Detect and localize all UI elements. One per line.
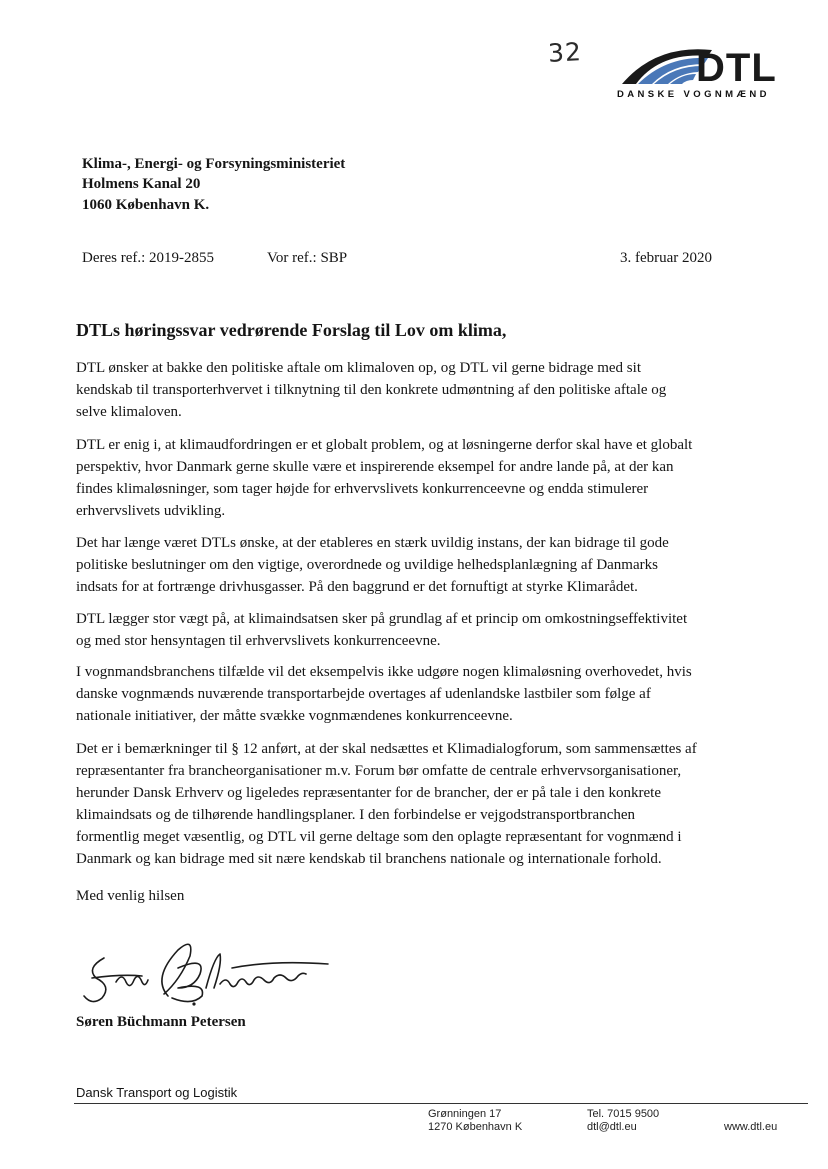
footer-website-link[interactable]: www.dtl.eu bbox=[724, 1121, 778, 1133]
footer-phone: Tel. 7015 9500 bbox=[587, 1108, 660, 1120]
paragraph-line: formentlig meget væsentlig, og DTL vil gerne deltage som den oplagte repræsentant for vognmænd i bbox=[76, 829, 682, 845]
paragraph-line: perspektiv, hvor Danmark gerne skulle være et inspirerende eksempel for andre lande på, at der kan bbox=[76, 459, 674, 475]
footer-address-line-1: Grønningen 17 bbox=[428, 1108, 502, 1120]
letter-subject: DTLs høringssvar vedrørende Forslag til Lov om klima, bbox=[76, 320, 507, 340]
paragraph-line: repræsentanter fra brancheorganisationer m.v. Forum bør omfatte de centrale erhvervsorganisationer, bbox=[76, 763, 682, 779]
paragraph-line: DTL ønsker at bakke den politiske aftale om klimaloven op, og DTL vil gerne bidrage med sit bbox=[76, 360, 641, 376]
paragraph-line: kendskab til transporterhvervet i tilknytning til den konkrete udmøntning af den politiske aftale og bbox=[76, 382, 667, 398]
paragraph-line: herunder Dansk Erhverv og ligeledes repræsentanter for de brancher, der er på tale i den konkrete bbox=[76, 785, 661, 801]
paragraph-line: findes klimaløsninger, som tager højde for erhvervslivets konkurrenceevne og endda stimulerer bbox=[76, 481, 649, 497]
paragraph-line: danske vognmænds nuværende transportarbejde overtages af udenlandske lastbiler som følge af bbox=[76, 686, 651, 702]
paragraph-line: DTL lægger stor vægt på, at klimaindsatsen sker på grundlag af et princip om omkostningseffektivitet bbox=[76, 611, 688, 627]
paragraph-line: erhvervslivets udvikling. bbox=[76, 503, 226, 519]
footer-organization: Dansk Transport og Logistik bbox=[76, 1085, 238, 1100]
recipient-line-2: Holmens Kanal 20 bbox=[82, 176, 201, 192]
paragraph bbox=[76, 357, 746, 423]
closing-greeting: Med venlig hilsen bbox=[76, 888, 185, 904]
our-reference: Vor ref.: SBP bbox=[267, 250, 348, 266]
recipient-line-3: 1060 København K. bbox=[82, 197, 210, 213]
signature-icon bbox=[82, 938, 342, 1010]
letter-date: 3. februar 2020 bbox=[620, 250, 713, 266]
footer-email-link[interactable]: dtl@dtl.eu bbox=[587, 1121, 637, 1133]
paragraph bbox=[76, 738, 746, 870]
recipient-line-1: Klima-, Energi- og Forsyningsministeriet bbox=[82, 156, 346, 172]
paragraph bbox=[76, 661, 746, 727]
paragraph bbox=[76, 434, 746, 522]
footer-address-line-2: 1270 København K bbox=[428, 1121, 523, 1133]
paragraph-line: Det er i bemærkninger til § 12 anført, at der skal nedsættes et Klimadialogforum, som sammensættes af bbox=[76, 741, 697, 757]
paragraph-line: indsats for at fortrænge drivhusgasser. På den baggrund er det fornuftigt at styrke Klimarådet. bbox=[76, 579, 638, 595]
paragraph-line: I vognmandsbranchens tilfælde vil det eksempelvis ikke udgøre nogen klimaløsning overhovedet, hvis bbox=[76, 664, 692, 680]
paragraph-line: nationale initiativer, der måtte svække vognmændenes konkurrenceevne. bbox=[76, 708, 513, 724]
logo-subtitle: DANSKE VOGNMÆND bbox=[617, 89, 770, 100]
paragraph bbox=[76, 608, 746, 652]
paragraph-line: politiske beslutninger om den vigtige, overordnede og uvildige helhedsplanlægning af Danmarks bbox=[76, 557, 658, 573]
footer-divider bbox=[74, 1103, 808, 1104]
page-number: 32 bbox=[547, 37, 583, 68]
paragraph-line: og med stor hensyntagen til erhvervslivets konkurrenceevne. bbox=[76, 633, 441, 649]
logo-text: DTL bbox=[696, 46, 777, 90]
paragraph bbox=[76, 532, 746, 598]
paragraph-line: Det har længe været DTLs ønske, at der etableres en stærk uvildig instans, der kan bidrage til gode bbox=[76, 535, 669, 551]
paragraph-line: klimaindsats og de tilhørende handlingsplaner. I den forbindelse er vejgodstransportbranchen bbox=[76, 807, 636, 823]
paragraph-line: Danmark og kan bidrage med sit nære kendskab til branchens nationale og internationale forhold. bbox=[76, 851, 662, 867]
paragraph-line: DTL er enig i, at klimaudfordringen er et globalt problem, og at løsningerne derfor skal have et globalt bbox=[76, 437, 693, 453]
paragraph-line: selve klimaloven. bbox=[76, 404, 182, 420]
their-reference: Deres ref.: 2019-2855 bbox=[82, 250, 215, 266]
signatory-name: Søren Büchmann Petersen bbox=[76, 1014, 246, 1030]
